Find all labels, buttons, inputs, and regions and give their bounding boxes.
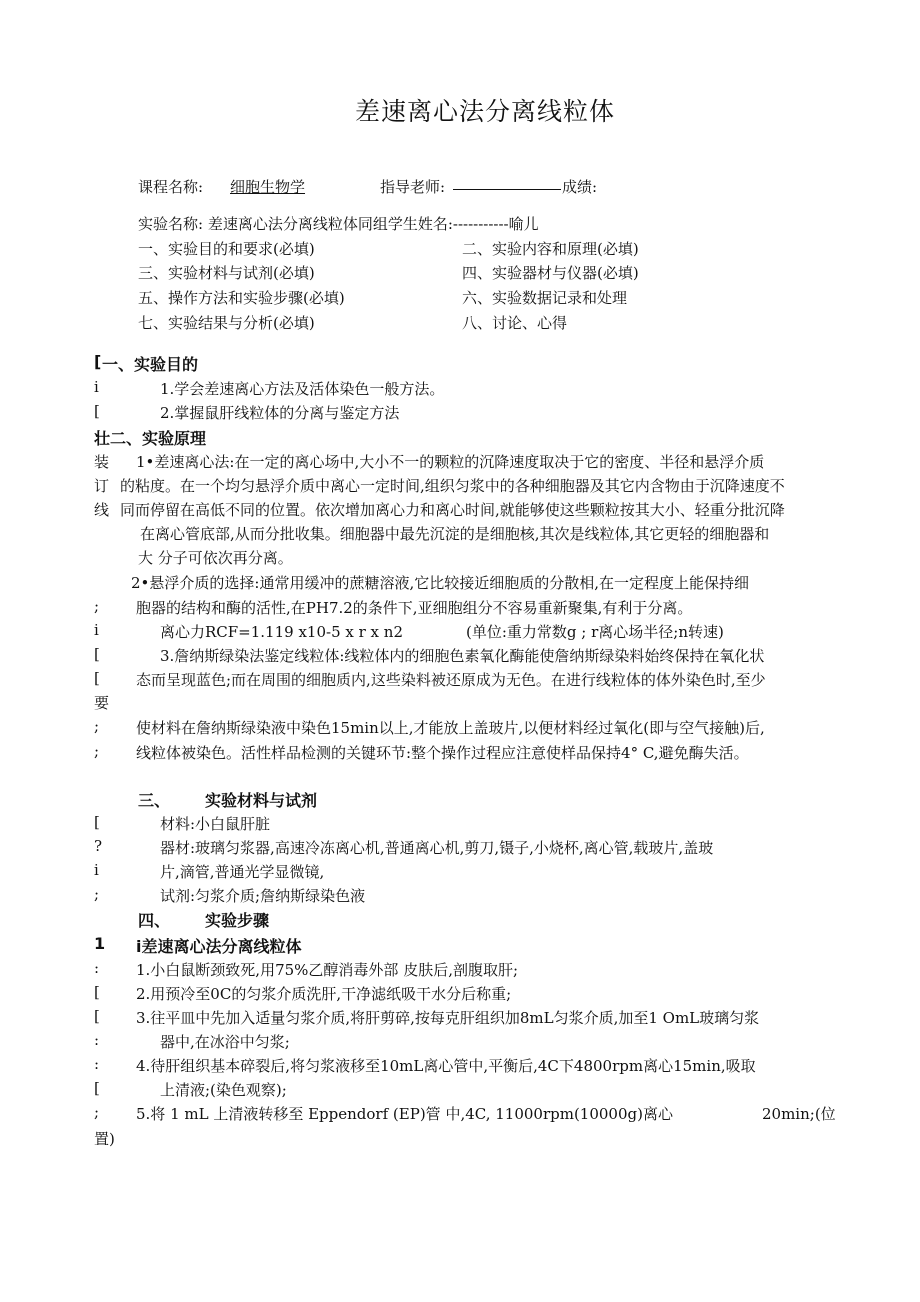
section-4-number: 四、 (138, 911, 171, 930)
s2-line-10: 态而呈现蓝色;而在周围的细胞质内,这些染料被还原成为无色。在进行线粒体的体外染色时,至少 (136, 671, 766, 689)
toc-item-2: 二、实验内容和原理(必填) (462, 240, 639, 258)
margin-mark: 要 (94, 694, 110, 712)
s2-line-6: 2•悬浮介质的选择:通常用缓冲的蔗糖溶液,它比较接近细胞质的分散相,在一定程度上能保持细 (131, 574, 749, 592)
margin-mark: [ (94, 1007, 100, 1025)
margin-mark: : (94, 1055, 100, 1073)
course-label: 课程名称: (138, 178, 204, 196)
section-3-heading: 实验材料与试剂 (205, 791, 318, 810)
margin-mark: [ (94, 645, 100, 663)
s2-line-12: 线粒体被染色。活性样品检测的关键环节:整个操作过程应注意使样品保持4° C,避免酶失活。 (136, 744, 749, 762)
toc-item-6: 六、实验数据记录和处理 (462, 289, 628, 307)
margin-mark: ; (94, 742, 100, 760)
s2-line-3: 同而停留在高低不同的位置。依次增加离心力和离心时间,就能够使这些颗粒按其大小、轻重分批沉降 (120, 501, 785, 519)
s2-line-4: 在离心管底部,从而分批收集。细胞器中最先沉淀的是细胞核,其次是线粒体,其它更轻的细胞器和 (140, 525, 770, 543)
margin-mark: [ (94, 669, 100, 687)
s2-line-7: 胞器的结构和酶的活性,在PH7.2的条件下,亚细胞组分不容易重新聚集,有利于分离。 (136, 599, 693, 617)
s3-materials: 材料:小白鼠肝脏 (160, 815, 271, 833)
section-4-heading: 实验步骤 (205, 911, 270, 930)
section-3-number: 三、 (138, 791, 171, 810)
margin-mark: [ (94, 1079, 100, 1097)
margin-mark: 1 (94, 934, 106, 953)
toc-item-7: 七、实验结果与分析(必填) (138, 314, 315, 332)
toc-item-4: 四、实验器材与仪器(必填) (462, 264, 639, 282)
s1-point-2: 2.掌握鼠肝线粒体的分离与鉴定方法 (160, 404, 400, 422)
grade-label: 成绩: (562, 178, 598, 196)
s2-line-1: 1•差速离心法:在一定的离心场中,大小不一的颗粒的沉降速度取决于它的密度、半径和悬浮介质 (136, 453, 765, 471)
s4-step-5: 5.将 1 mL 上清液转移至 Eppendorf (EP)管 中,4C, 11000rpm(10000g)离心 (136, 1105, 673, 1123)
s2-line-2: 的粘度。在一个均匀悬浮介质中离心一定时间,组织匀浆中的各种细胞器及其它内含物由于沉降速度不 (120, 477, 785, 495)
margin-mark: ; (94, 597, 100, 615)
section-1-heading: 一、实验目的 (102, 355, 199, 374)
margin-mark: 装 (94, 453, 110, 471)
margin-mark: [ (94, 352, 102, 371)
margin-mark: ; (94, 717, 100, 735)
teacher-label: 指导老师: (380, 178, 446, 196)
toc-item-5: 五、操作方法和实验步骤(必填) (138, 289, 345, 307)
margin-mark: 线 (94, 501, 110, 519)
margin-mark: ; (94, 1103, 100, 1121)
s4-step-4-cont: 上清液;(染色观察); (160, 1081, 287, 1099)
s3-reagents: 试剂:匀浆介质;詹纳斯绿染色液 (160, 887, 366, 905)
margin-mark: 订 (94, 477, 110, 495)
s2-line-9: 3.詹纳斯绿染法鉴定线粒体:线粒体内的细胞色素氧化酶能使詹纳斯绿染料始终保持在氧化状 (160, 647, 765, 665)
s2-line-5: 大 分子可依次再分离。 (138, 549, 293, 567)
s3-equipment-cont: 片,滴管,普通光学显微镜, (160, 863, 325, 881)
margin-mark: i (94, 861, 99, 879)
s4-step-1: 1.小白鼠断颈致死,用75%乙醇消毒外部 皮肤后,剖腹取肝; (136, 961, 519, 979)
course-value: 细胞生物学 (230, 178, 306, 196)
experiment-line: 实验名称: 差速离心法分离线粒体同组学生姓名:-----------喻儿 (138, 215, 539, 233)
section-2-heading: 二、实验原理 (110, 429, 207, 448)
margin-mark: 壮 (94, 429, 111, 448)
s2-formula-units: (单位:重力常数g ; r离心场半径;n转速) (466, 623, 724, 641)
s1-point-1: 1.学会差速离心方法及活体染色一般方法。 (160, 380, 445, 398)
margin-mark: i (94, 621, 99, 639)
margin-mark: : (94, 959, 100, 977)
s4-subheading: i差速离心法分离线粒体 (136, 937, 302, 956)
s4-step-5-tail: 20min;(位 (762, 1105, 836, 1123)
teacher-blank (453, 176, 561, 194)
toc-item-3: 三、实验材料与试剂(必填) (138, 264, 315, 282)
margin-mark: ? (94, 837, 103, 855)
s2-formula: 离心力RCF=1.119 x10-5 x r x n2 (160, 623, 403, 641)
margin-mark: [ (94, 813, 100, 831)
toc-item-1: 一、实验目的和要求(必填) (138, 240, 315, 258)
toc-item-8: 八、讨论、心得 (462, 314, 568, 332)
margin-mark: [ (94, 402, 100, 420)
s3-equipment: 器材:玻璃匀浆器,高速冷冻离心机,普通离心机,剪刀,镊子,小烧杯,离心管,载玻片,盖玻 (160, 839, 714, 857)
s4-step-2: 2.用预冷至0C的匀浆介质洗肝,干净滤纸吸干水分后称重; (136, 985, 512, 1003)
s4-step-3: 3.往平皿中先加入适量匀浆介质,将肝剪碎,按每克肝组织加8mL匀浆介质,加至1 OmL玻璃匀浆 (136, 1009, 760, 1027)
margin-mark: [ (94, 983, 100, 1001)
s4-step-5-cont: 置) (94, 1130, 115, 1148)
s2-line-11: 使材料在詹纳斯绿染液中染色15min以上,才能放上盖玻片,以便材料经过氧化(即与空气接触)后, (136, 719, 765, 737)
page-title: 差速离心法分离线粒体 (354, 97, 615, 126)
s4-step-4: 4.待肝组织基本碎裂后,将匀浆液移至10mL离心管中,平衡后,4C下4800rpm离心15min,吸取 (136, 1057, 756, 1075)
margin-mark: ; (94, 885, 100, 903)
margin-mark: i (94, 378, 99, 396)
margin-mark: : (94, 1031, 100, 1049)
s4-step-3-cont: 器中,在冰浴中匀浆; (160, 1033, 290, 1051)
